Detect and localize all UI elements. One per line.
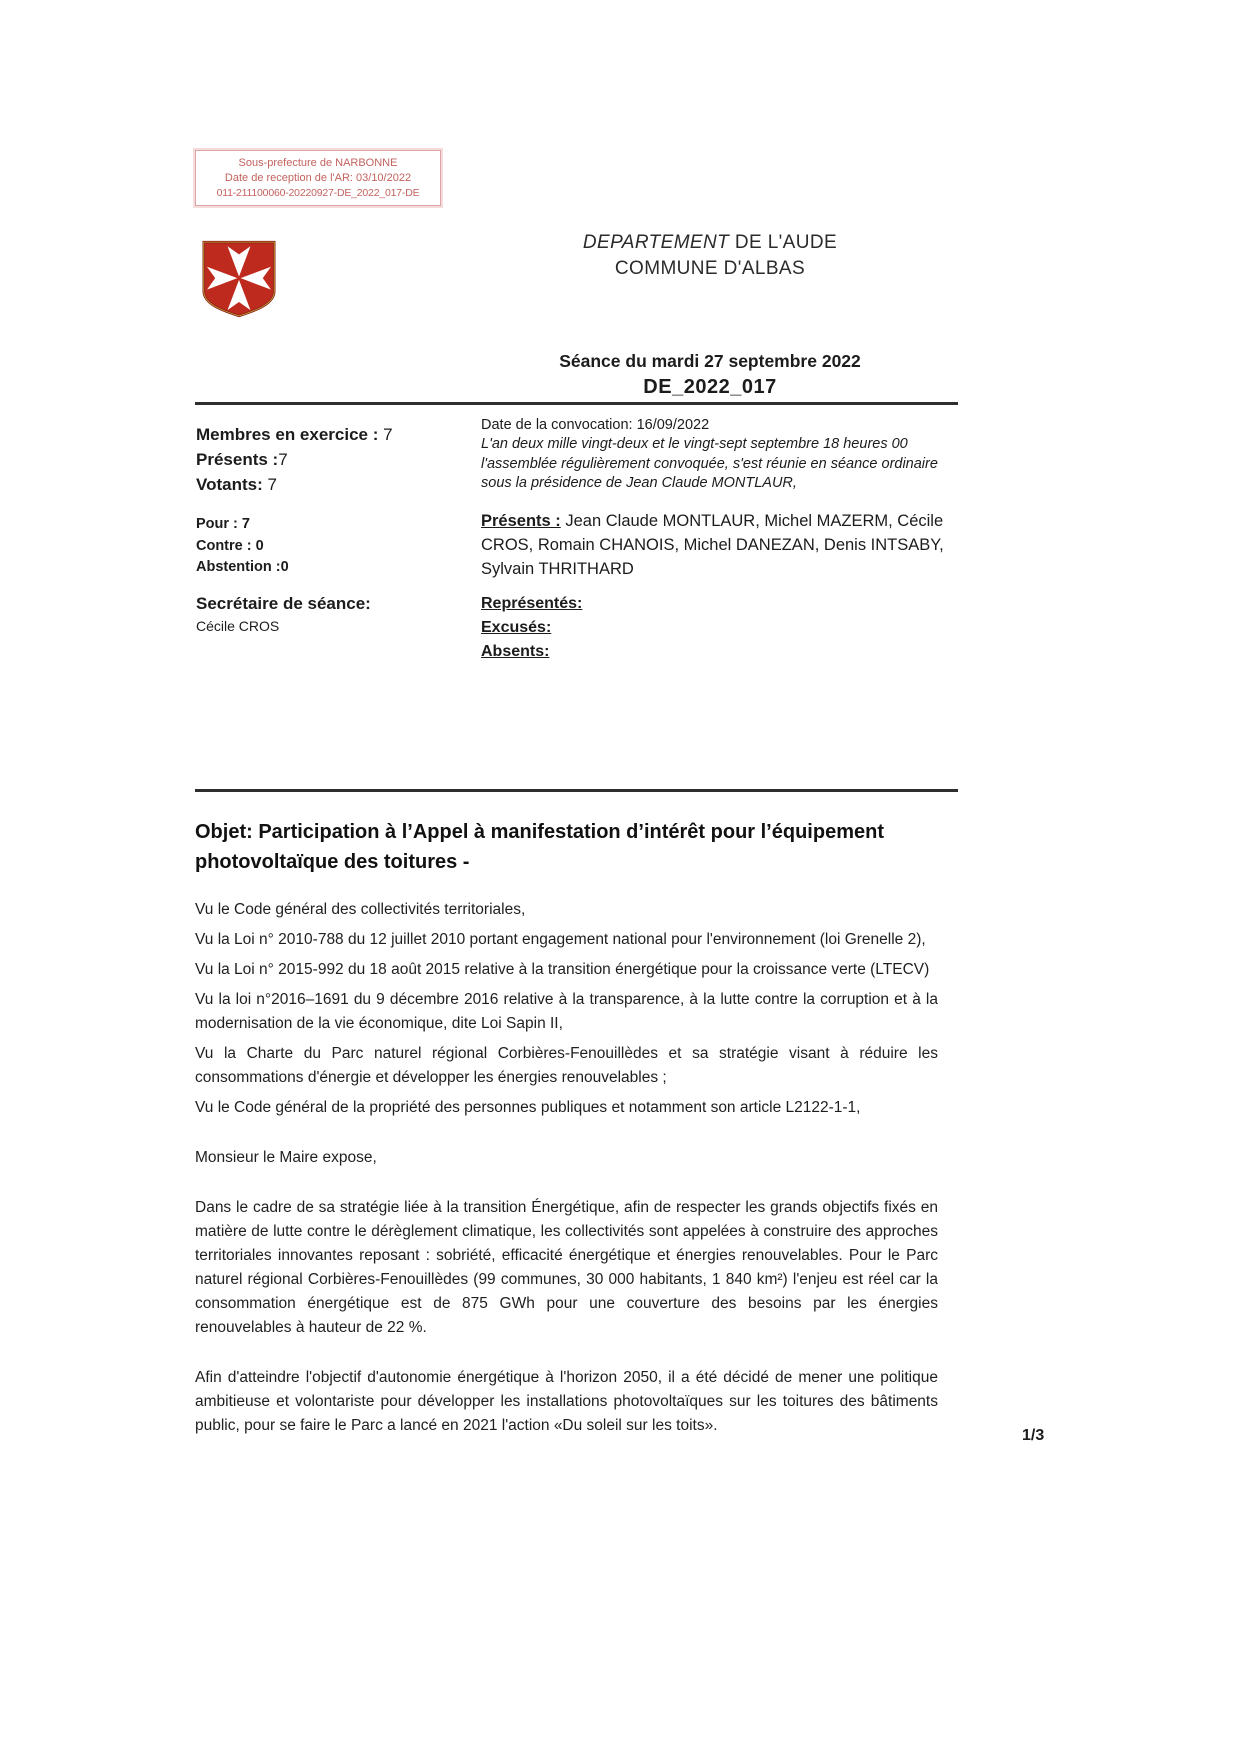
page-number: 1/3: [1022, 1427, 1045, 1444]
department-name-rest: DE L'AUDE: [729, 232, 838, 253]
paragraph-vu-2: Vu la Loi n° 2010-788 du 12 juillet 2010 portant engagement national pour l'environnement (loi Grenelle 2),: [195, 931, 926, 948]
deliberation-reference: DE_2022_017: [643, 376, 777, 398]
convocation-date: Date de la convocation: 16/09/2022: [481, 417, 710, 433]
presents-line: [196, 447, 474, 472]
department-title: [480, 230, 940, 256]
paragraph-vu-1: Vu le Code général des collectivités territoriales,: [195, 901, 526, 918]
stamp-line-2: Date de reception de l'AR: 03/10/2022: [224, 172, 412, 184]
paragraph-vu-4: Vu la loi n°2016–1691 du 9 décembre 2016 relative à la transparence, à la lutte contre la corruption et à la modernisation de la vie économique, dite Loi Sapin II,: [195, 991, 938, 1032]
votants-line: [196, 472, 474, 497]
department-name: DEPARTEMENT: [582, 232, 730, 253]
attendees-label: Présents :: [481, 511, 561, 530]
divider-top: [195, 402, 958, 405]
paragraph-expose: Monsieur le Maire expose,: [195, 1149, 377, 1166]
vote-summary-panel: [196, 422, 474, 636]
membres-value: 7: [383, 425, 393, 444]
subject-heading: Objet: Participation à l’Appel à manifestation d’intérêt pour l’équipement photovoltaïque des toitures -: [195, 821, 884, 873]
session-details-panel: [481, 415, 959, 664]
paragraph-vu-5: Vu la Charte du Parc naturel régional Corbières-Fenouillèdes et sa stratégie visant à réduire les consommations d'énergie et développer les énergies renouvelables ;: [195, 1045, 938, 1086]
session-header: [480, 349, 940, 401]
commune-title: COMMUNE D'ALBAS: [614, 258, 806, 279]
absents-label: Absents:: [481, 642, 550, 660]
paragraph-context: Dans le cadre de sa stratégie liée à la transition Énergétique, afin de respecter les grands objectifs fixés en matière de lutte contre le dérèglement climatique, les collectivités sont appelées à construire des approches territoriales innovantes reposant : sobriété, efficacité énergétique et énergies renouvelables. Pour le Parc naturel régional Corbières-Fenouillèdes (99 communes, 30 000 habitants, 1 840 km²) l'enjeu est réel car la consommation énergétique est de 875 GWh pour une couverture des besoins par les énergies renouvelables à hauteur de 22 %.: [195, 1199, 938, 1336]
document-header: [480, 230, 940, 282]
stamp-line-1: Sous-prefecture de NARBONNE: [238, 157, 398, 169]
contre-line: Contre : 0: [196, 537, 264, 554]
votants-value: 7: [267, 475, 277, 494]
pour-line: Pour : 7: [196, 516, 250, 532]
prefecture-reception-stamp: [195, 150, 441, 206]
secretaire-name: Cécile CROS: [196, 617, 280, 634]
representes-label: Représentés:: [481, 594, 583, 612]
attendees-paragraph: [481, 509, 959, 581]
paragraph-vu-6: Vu le Code général de la propriété des personnes publiques et notamment son article L2122-1-1,: [195, 1099, 861, 1116]
membres-label: Membres en exercice :: [196, 425, 379, 444]
membres-line: [196, 422, 474, 447]
excuses-label: Excusés:: [481, 618, 552, 636]
secretaire-label: Secrétaire de séance:: [196, 593, 371, 613]
deliberation-body: [195, 898, 938, 1444]
presents-label: Présents :: [196, 450, 279, 469]
stamp-line-3: 011-211100060-20220927-DE_2022_017-DE: [216, 187, 420, 199]
attendees-names: Jean Claude MONTLAUR, Michel MAZERM, Cécile CROS, Romain CHANOIS, Michel DANEZAN, Denis INTSABY, Sylvain THRITHARD: [481, 511, 944, 578]
maltese-cross-crest-icon: [198, 236, 280, 322]
paragraph-vu-3: Vu la Loi n° 2015-992 du 18 août 2015 relative à la transition énergétique pour la croissance verte (LTECV): [195, 961, 930, 978]
session-title: Séance du mardi 27 septembre 2022: [559, 351, 861, 371]
convocation-text: L'an deux mille vingt-deux et le vingt-sept septembre 18 heures 00 l'assemblée régulièrement convoquée, s'est réunie en séance ordinaire sous la présidence de Jean Claude MONTLAUR,: [481, 436, 938, 491]
presents-value: 7: [278, 450, 288, 469]
paragraph-objective: Afin d'atteindre l'objectif d'autonomie énergétique à l'horizon 2050, il a été décidé de mener une politique ambitieuse et volontariste pour développer les installations photovoltaïques sur les toitures des bâtiments public, pour se faire le Parc a lancé en 2021 l'action «Du soleil sur les toits».: [195, 1369, 938, 1434]
divider-middle: [195, 789, 958, 792]
votants-label: Votants:: [196, 475, 263, 494]
abstention-line: Abstention :0: [196, 559, 289, 575]
